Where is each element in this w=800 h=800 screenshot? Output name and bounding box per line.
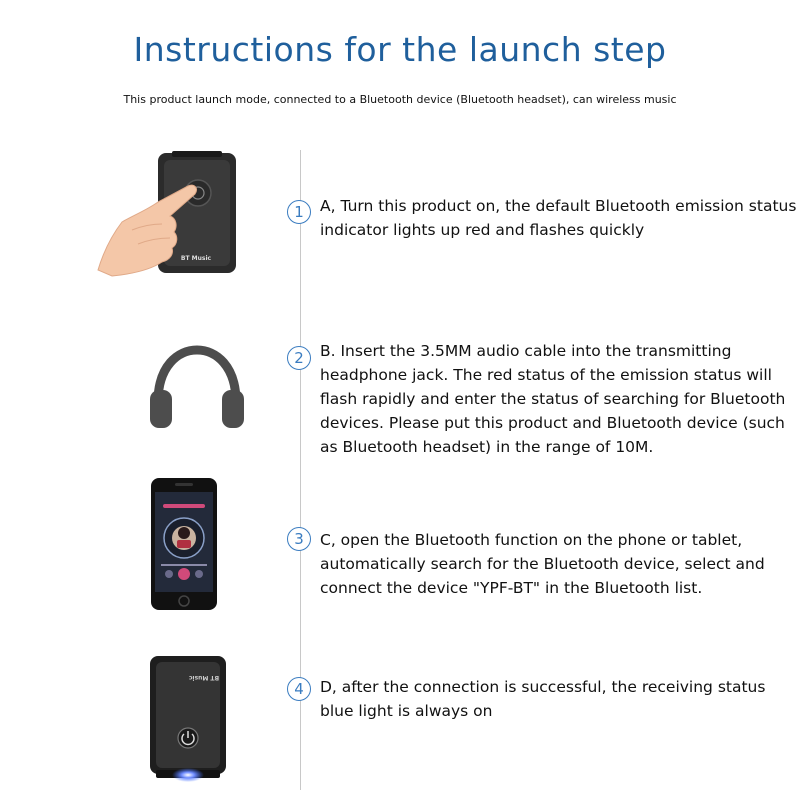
- device-label: BT Music: [180, 255, 212, 262]
- headphones-icon: [148, 344, 246, 432]
- smartphone-icon: [151, 478, 217, 610]
- step-number-2: 2: [287, 346, 311, 370]
- device-label-mirrored: BT Music: [188, 674, 220, 681]
- step-text-4: D, after the connection is successful, the receiving status blue light is always on: [320, 678, 766, 720]
- step-number-1: 1: [287, 200, 311, 224]
- page-subtitle: This product launch mode, connected to a Bluetooth device (Bluetooth headset), can wireless music: [123, 93, 677, 106]
- step-text-2: B. Insert the 3.5MM audio cable into the transmitting headphone jack. The red status of the emission status will flash rapidly and enter the status of searching for Bluetooth devices. Please put this product and Bluetooth device (such as Bluetooth headset) in the range of 10M.: [320, 342, 786, 456]
- step-number-3: 3: [287, 527, 311, 551]
- device-press-icon: [92, 150, 242, 280]
- device-blue-light-icon: [146, 656, 228, 786]
- step-number-4: 4: [287, 677, 311, 701]
- step-text-3: C, open the Bluetooth function on the phone or tablet, automatically search for the Bluetooth device, select and connect the device "YPF-BT" in the Bluetooth list.: [320, 531, 765, 597]
- step-text-1: A, Turn this product on, the default Bluetooth emission status indicator lights up red and flashes quickly: [320, 197, 797, 239]
- page-title: Instructions for the launch step: [133, 30, 667, 69]
